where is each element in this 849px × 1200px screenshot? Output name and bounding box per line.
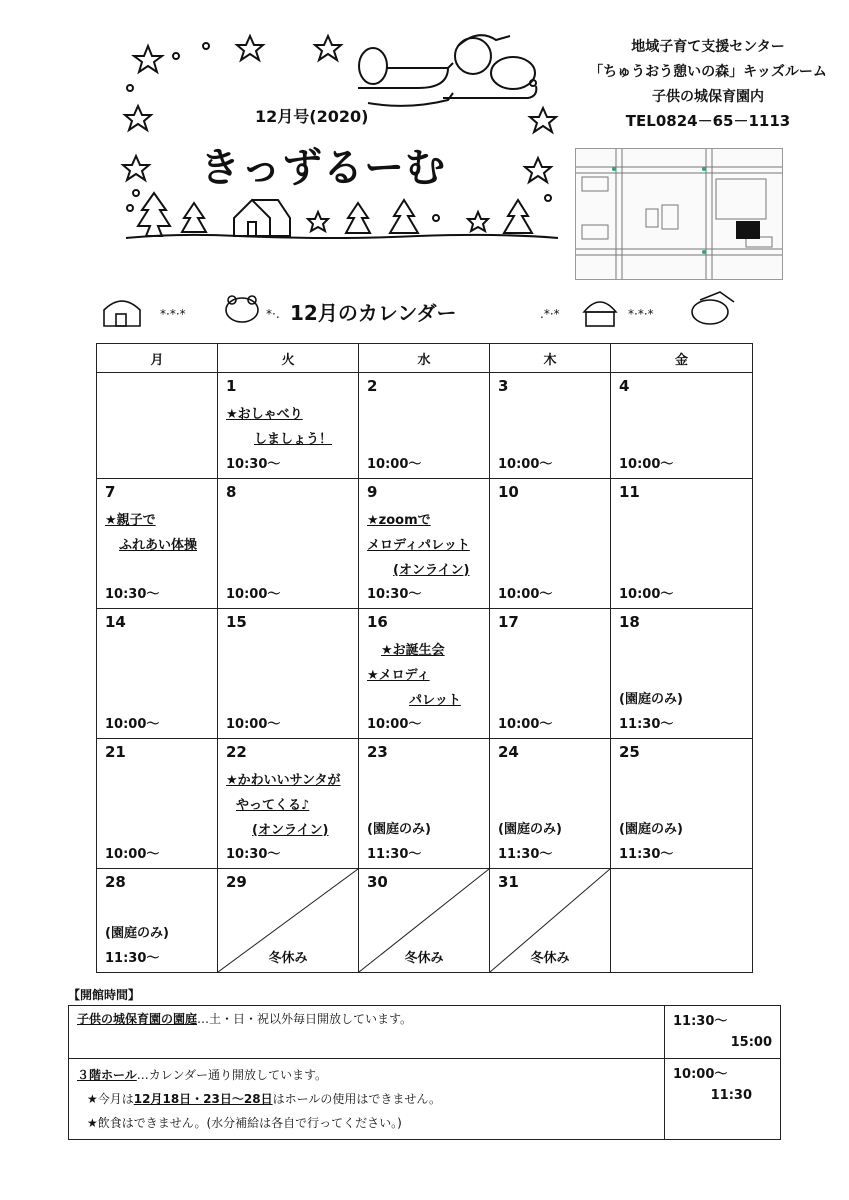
calendar-day-cell — [490, 373, 611, 479]
location-map — [575, 148, 783, 280]
hall-note-post: はホールの使用はできません。 — [272, 1092, 442, 1106]
calendar-day-cell — [359, 479, 490, 609]
calendar-table — [96, 343, 753, 973]
calendar-day-cell — [490, 609, 611, 739]
tree-icon — [182, 203, 206, 232]
calendar-day-cell — [611, 869, 753, 973]
day-number: 16 — [367, 613, 388, 631]
event-text: パレット — [409, 693, 461, 708]
start-time: 10:30～ — [105, 587, 160, 602]
day-number: 7 — [105, 483, 116, 501]
star-icon — [237, 36, 263, 60]
bear-icon — [226, 296, 258, 322]
garden-only-note: (園庭のみ) — [498, 822, 562, 837]
calendar-day-cell — [359, 609, 490, 739]
start-time: 10:00～ — [226, 717, 281, 732]
day-number: 24 — [498, 743, 519, 761]
hall-time-start: 10:00～ — [673, 1067, 728, 1082]
svg-text:*⋅.: *⋅. — [266, 307, 280, 321]
calendar-day-cell — [359, 869, 490, 973]
calendar-day-cell — [97, 479, 218, 609]
calendar-day-cell — [359, 373, 490, 479]
start-time: 11:30～ — [367, 847, 422, 862]
issue-label: 12月号(2020) — [255, 107, 369, 126]
start-time: 10:00～ — [226, 587, 281, 602]
day-number: 1 — [226, 377, 237, 395]
star-icon — [125, 106, 151, 130]
org-line-2: 「ちゅうおう憩いの森」キッズルーム — [589, 64, 827, 80]
day-number: 25 — [619, 743, 640, 761]
tel-number: TEL0824－65－1113 — [625, 112, 791, 130]
opening-hours-label: 【開館時間】 — [68, 988, 141, 1002]
tree-icon — [138, 193, 170, 236]
hours-row-hall — [69, 1059, 665, 1140]
start-time: 11:30～ — [619, 847, 674, 862]
cake-icon — [584, 302, 616, 326]
winter-break-label: 冬休み — [530, 951, 570, 966]
nursery-building — [736, 221, 760, 239]
start-time: 11:30～ — [105, 951, 160, 966]
winter-break-label: 冬休み — [268, 951, 308, 966]
event-text: ★親子で — [105, 513, 156, 528]
event-text: (オンライン) — [393, 563, 470, 578]
day-number: 14 — [105, 613, 126, 631]
svg-text:.*⋅*: .*⋅* — [540, 307, 560, 321]
opening-hours-table — [68, 1005, 781, 1140]
calendar-day-cell — [490, 479, 611, 609]
weekday-header: 月 — [97, 344, 218, 373]
calendar-day-cell — [490, 869, 611, 973]
weekday-header: 金 — [611, 344, 753, 373]
hall-closed-dates: 12月18日・23日～28日 — [133, 1092, 273, 1106]
day-number: 22 — [226, 743, 247, 761]
calendar-day-cell — [611, 609, 753, 739]
star-icon — [468, 212, 488, 231]
day-number: 31 — [498, 873, 519, 891]
day-number: 4 — [619, 377, 630, 395]
star-icon — [308, 212, 328, 231]
calendar-day-cell — [359, 739, 490, 869]
start-time: 10:30～ — [367, 587, 422, 602]
day-number: 17 — [498, 613, 519, 631]
hall-time-end: 11:30 — [710, 1088, 752, 1103]
start-time: 10:00～ — [619, 587, 674, 602]
hours-row-garden — [69, 1006, 665, 1059]
calendar-day-cell — [218, 869, 359, 973]
day-number: 29 — [226, 873, 247, 891]
calendar-day-cell — [218, 479, 359, 609]
start-time: 10:00～ — [498, 457, 553, 472]
day-number: 3 — [498, 377, 509, 395]
start-time: 10:00～ — [498, 717, 553, 732]
day-number: 10 — [498, 483, 519, 501]
garden-only-note: (園庭のみ) — [367, 822, 431, 837]
garden-only-note: (園庭のみ) — [619, 692, 683, 707]
day-number: 2 — [367, 377, 378, 395]
event-text: (オンライン) — [252, 823, 329, 838]
event-text: メロディパレット — [367, 538, 470, 553]
start-time: 10:00～ — [498, 587, 553, 602]
cottage-icon — [104, 301, 140, 326]
calendar-day-cell — [611, 739, 753, 869]
garden-desc: …土・日・祝以外毎日開放しています。 — [197, 1012, 413, 1026]
day-number: 11 — [619, 483, 640, 501]
garden-place: 子供の城保育園の園庭 — [77, 1012, 198, 1026]
calendar-day-cell — [490, 739, 611, 869]
day-number: 18 — [619, 613, 640, 631]
event-text: ★お誕生会 — [381, 643, 445, 658]
calendar-title: 12月のカレンダー — [290, 301, 457, 325]
start-time: 10:00～ — [367, 717, 422, 732]
org-line-3: 子供の城保育園内 — [652, 89, 764, 105]
calendar-day-cell — [97, 869, 218, 973]
event-text: ★zoomで — [367, 513, 431, 528]
garden-only-note: (園庭のみ) — [105, 926, 169, 941]
winter-break-label: 冬休み — [404, 951, 444, 966]
org-line-1: 地域子育て支援センター — [631, 39, 785, 55]
weekday-header: 水 — [359, 344, 490, 373]
garden-time-start: 11:30～ — [673, 1014, 728, 1029]
day-number: 28 — [105, 873, 126, 891]
event-text: ★おしゃべり — [226, 407, 303, 422]
event-text: ★メロディ — [367, 668, 430, 683]
start-time: 10:00～ — [105, 717, 160, 732]
start-time: 10:00～ — [367, 457, 422, 472]
calendar-week-row — [97, 609, 753, 739]
day-number: 9 — [367, 483, 378, 501]
calendar-day-cell — [611, 479, 753, 609]
calendar-week-row — [97, 373, 753, 479]
start-time: 10:30～ — [226, 457, 281, 472]
calendar-day-cell — [97, 739, 218, 869]
calendar-day-cell — [611, 373, 753, 479]
svg-text:*⋅*⋅*: *⋅*⋅* — [628, 307, 654, 321]
tree-icon — [390, 200, 418, 233]
garden-time-end: 15:00 — [730, 1035, 772, 1050]
calendar-day-cell — [97, 373, 218, 479]
day-number: 30 — [367, 873, 388, 891]
hall-desc: …カレンダー通り開放しています。 — [136, 1068, 328, 1082]
svg-text:*⋅*⋅*: *⋅*⋅* — [160, 307, 186, 321]
tree-icon — [346, 203, 370, 233]
garden-only-note: (園庭のみ) — [619, 822, 683, 837]
start-time: 10:00～ — [105, 847, 160, 862]
hall-place: ３階ホール — [77, 1068, 137, 1082]
calendar-day-cell — [218, 739, 359, 869]
event-text: やってくる♪ — [236, 798, 310, 813]
calendar-day-cell — [97, 609, 218, 739]
star-icon — [123, 156, 149, 180]
day-number: 21 — [105, 743, 126, 761]
hall-food-note: ★飲食はできません。(水分補給は各自で行ってください。) — [87, 1116, 402, 1130]
start-time: 10:30～ — [226, 847, 281, 862]
start-time: 11:30～ — [498, 847, 553, 862]
elf-icon — [692, 292, 734, 324]
weekday-header: 木 — [490, 344, 611, 373]
star-icon — [530, 108, 556, 132]
calendar-week-row — [97, 869, 753, 973]
house-icon — [234, 200, 290, 236]
event-text: ふれあい体操 — [119, 538, 198, 553]
star-icon — [315, 36, 341, 60]
start-time: 10:00～ — [619, 457, 674, 472]
newsletter-title: きっずるーむ — [200, 145, 446, 191]
hall-note-pre: ★今月は — [87, 1092, 134, 1106]
day-number: 23 — [367, 743, 388, 761]
start-time: 11:30～ — [619, 717, 674, 732]
day-number: 15 — [226, 613, 247, 631]
day-number: 8 — [226, 483, 237, 501]
santa-sleigh-icon — [358, 35, 536, 106]
calendar-day-cell — [218, 609, 359, 739]
calendar-week-row — [97, 739, 753, 869]
calendar-day-cell — [218, 373, 359, 479]
calendar-week-row — [97, 479, 753, 609]
weekday-header: 火 — [218, 344, 359, 373]
event-text: しましょう！ — [254, 432, 333, 447]
star-icon — [525, 158, 551, 182]
tree-icon — [504, 200, 532, 233]
star-icon — [134, 46, 162, 72]
event-text: ★かわいいサンタが — [226, 773, 341, 788]
